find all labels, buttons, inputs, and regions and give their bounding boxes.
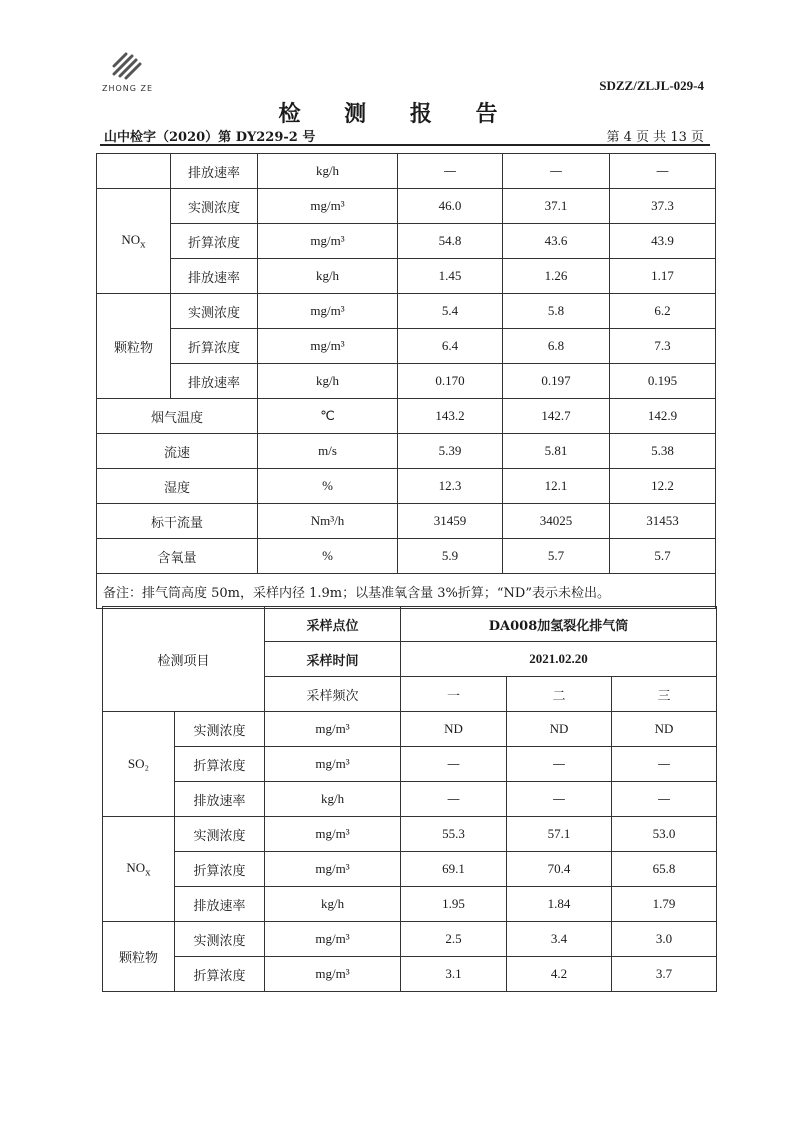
value-cell: 12.3 bbox=[398, 469, 503, 504]
table-row bbox=[103, 782, 717, 817]
item-cell: 排放速率 bbox=[171, 154, 258, 189]
value-cell: 3.7 bbox=[612, 957, 717, 992]
value-cell: — bbox=[398, 154, 503, 189]
item-cell: 实测浓度 bbox=[175, 817, 265, 852]
value-cell: 31453 bbox=[610, 504, 716, 539]
value-cell: — bbox=[503, 154, 610, 189]
value-cell: 12.2 bbox=[610, 469, 716, 504]
item-cell: 折算浓度 bbox=[171, 224, 258, 259]
item-cell: 折算浓度 bbox=[171, 329, 258, 364]
value-cell: 0.195 bbox=[610, 364, 716, 399]
table-row bbox=[97, 434, 716, 469]
header-label: 检测项目 bbox=[103, 607, 265, 712]
unit-cell: mg/m³ bbox=[258, 329, 398, 364]
note-text: 备注：排气筒高度 50m，采样内径 1.9m；以基准氧含量 3%折算；“ND”表示未检出。 bbox=[97, 574, 716, 609]
unit-cell: kg/h bbox=[258, 364, 398, 399]
item-cell: 含氧量 bbox=[97, 539, 258, 574]
value-cell: 5.8 bbox=[503, 294, 610, 329]
value-cell: 0.197 bbox=[503, 364, 610, 399]
value-cell: 31459 bbox=[398, 504, 503, 539]
table-header-row bbox=[103, 607, 717, 642]
value-cell: — bbox=[401, 782, 507, 817]
value-cell: 53.0 bbox=[612, 817, 717, 852]
value-cell: — bbox=[612, 782, 717, 817]
item-cell: 实测浓度 bbox=[175, 712, 265, 747]
value-cell: 69.1 bbox=[401, 852, 507, 887]
value-cell: 65.8 bbox=[612, 852, 717, 887]
value-cell: 7.3 bbox=[610, 329, 716, 364]
value-cell: ND bbox=[507, 712, 612, 747]
value-cell: 57.1 bbox=[507, 817, 612, 852]
unit-cell: mg/m³ bbox=[258, 224, 398, 259]
unit-cell: % bbox=[258, 469, 398, 504]
item-cell: 排放速率 bbox=[171, 259, 258, 294]
value-cell: 43.9 bbox=[610, 224, 716, 259]
unit-cell: kg/h bbox=[258, 259, 398, 294]
value-cell: 142.9 bbox=[610, 399, 716, 434]
value-cell: 3.4 bbox=[507, 922, 612, 957]
unit-cell: ℃ bbox=[258, 399, 398, 434]
table-row bbox=[97, 259, 716, 294]
page-title: 检 测 报 告 bbox=[278, 101, 516, 127]
frequency-1: 一 bbox=[401, 677, 507, 712]
value-cell: 1.17 bbox=[610, 259, 716, 294]
item-cell: 折算浓度 bbox=[175, 852, 265, 887]
value-cell: 143.2 bbox=[398, 399, 503, 434]
table-row bbox=[97, 399, 716, 434]
unit-cell: kg/h bbox=[258, 154, 398, 189]
item-cell: 排放速率 bbox=[171, 364, 258, 399]
value-cell: 6.2 bbox=[610, 294, 716, 329]
value-cell: 2.5 bbox=[401, 922, 507, 957]
value-cell: 43.6 bbox=[503, 224, 610, 259]
results-table-2 bbox=[102, 606, 717, 992]
item-cell: 折算浓度 bbox=[175, 747, 265, 782]
group-cell bbox=[97, 189, 171, 294]
value-cell: — bbox=[507, 747, 612, 782]
value-cell: — bbox=[507, 782, 612, 817]
value-cell: 34025 bbox=[503, 504, 610, 539]
table-row bbox=[97, 224, 716, 259]
item-cell: 实测浓度 bbox=[171, 189, 258, 224]
unit-cell: mg/m³ bbox=[258, 294, 398, 329]
value-cell: 5.4 bbox=[398, 294, 503, 329]
unit-cell: kg/h bbox=[265, 887, 401, 922]
item-cell: 烟气温度 bbox=[97, 399, 258, 434]
table-row bbox=[97, 469, 716, 504]
table-row bbox=[103, 712, 717, 747]
frequency-label: 采样频次 bbox=[265, 677, 401, 712]
value-cell: 12.1 bbox=[503, 469, 610, 504]
sampling-point-label: 采样点位 bbox=[265, 607, 401, 642]
value-cell: 5.39 bbox=[398, 434, 503, 469]
unit-cell: Nm³/h bbox=[258, 504, 398, 539]
value-cell: 5.7 bbox=[610, 539, 716, 574]
table-row bbox=[103, 957, 717, 992]
sampling-time-label: 采样时间 bbox=[265, 642, 401, 677]
value-cell: 4.2 bbox=[507, 957, 612, 992]
value-cell: 55.3 bbox=[401, 817, 507, 852]
logo-text: ZHONG ZE bbox=[102, 84, 154, 93]
value-cell: 1.79 bbox=[612, 887, 717, 922]
group-label-nox: $NO_x$ bbox=[126, 859, 151, 879]
group-cell bbox=[97, 154, 171, 189]
document-code: SDZZ/ZLJL-029-4 bbox=[599, 78, 704, 93]
item-cell: 实测浓度 bbox=[175, 922, 265, 957]
unit-cell: mg/m³ bbox=[258, 189, 398, 224]
value-cell: 0.170 bbox=[398, 364, 503, 399]
table-row bbox=[97, 294, 716, 329]
item-cell: 实测浓度 bbox=[171, 294, 258, 329]
value-cell: 6.4 bbox=[398, 329, 503, 364]
table-row bbox=[103, 817, 717, 852]
value-cell: 1.26 bbox=[503, 259, 610, 294]
table-row bbox=[97, 364, 716, 399]
unit-cell: mg/m³ bbox=[265, 712, 401, 747]
group-label-nox: $NO_x$ bbox=[121, 231, 146, 251]
value-cell: 6.8 bbox=[503, 329, 610, 364]
value-cell: 5.9 bbox=[398, 539, 503, 574]
unit-cell: mg/m³ bbox=[265, 852, 401, 887]
value-cell: 37.3 bbox=[610, 189, 716, 224]
value-cell: ND bbox=[401, 712, 507, 747]
unit-cell: % bbox=[258, 539, 398, 574]
item-cell: 流速 bbox=[97, 434, 258, 469]
value-cell: 5.81 bbox=[503, 434, 610, 469]
table-row bbox=[97, 329, 716, 364]
unit-cell: mg/m³ bbox=[265, 747, 401, 782]
sampling-time-value: 2021.02.20 bbox=[401, 642, 717, 677]
value-cell: — bbox=[401, 747, 507, 782]
group-cell: SO₂ bbox=[103, 712, 175, 817]
table-row bbox=[103, 887, 717, 922]
header-divider bbox=[100, 144, 710, 146]
sampling-point-value: DA008加氢裂化排气筒 bbox=[401, 607, 717, 642]
table-row bbox=[103, 852, 717, 887]
value-cell: ND bbox=[612, 712, 717, 747]
table-row bbox=[97, 539, 716, 574]
value-cell: 5.7 bbox=[503, 539, 610, 574]
report-number: 山中检字（2020）第 DY229-2 号 bbox=[104, 130, 316, 145]
item-cell: 排放速率 bbox=[175, 782, 265, 817]
value-cell: — bbox=[610, 154, 716, 189]
item-cell: 湿度 bbox=[97, 469, 258, 504]
table-row bbox=[97, 154, 716, 189]
value-cell: 54.8 bbox=[398, 224, 503, 259]
value-cell: 1.45 bbox=[398, 259, 503, 294]
unit-cell: mg/m³ bbox=[265, 817, 401, 852]
unit-cell: m/s bbox=[258, 434, 398, 469]
value-cell: 3.0 bbox=[612, 922, 717, 957]
unit-cell: mg/m³ bbox=[265, 922, 401, 957]
item-cell: 折算浓度 bbox=[175, 957, 265, 992]
note-row bbox=[97, 574, 716, 609]
item-cell: 排放速率 bbox=[175, 887, 265, 922]
page-info: 第 4 页 共 13 页 bbox=[606, 130, 704, 145]
table-row bbox=[103, 747, 717, 782]
value-cell: 46.0 bbox=[398, 189, 503, 224]
unit-cell: kg/h bbox=[265, 782, 401, 817]
value-cell: 142.7 bbox=[503, 399, 610, 434]
frequency-3: 三 bbox=[612, 677, 717, 712]
value-cell: 1.84 bbox=[507, 887, 612, 922]
group-cell: 颗粒物 bbox=[97, 294, 171, 399]
results-table-1 bbox=[96, 153, 716, 609]
value-cell: 1.95 bbox=[401, 887, 507, 922]
item-cell: 标干流量 bbox=[97, 504, 258, 539]
unit-cell: mg/m³ bbox=[265, 957, 401, 992]
value-cell: 70.4 bbox=[507, 852, 612, 887]
value-cell: 3.1 bbox=[401, 957, 507, 992]
table-row bbox=[97, 504, 716, 539]
table-row bbox=[97, 189, 716, 224]
value-cell: 37.1 bbox=[503, 189, 610, 224]
value-cell: 5.38 bbox=[610, 434, 716, 469]
group-cell bbox=[103, 817, 175, 922]
table-row bbox=[103, 922, 717, 957]
group-cell: 颗粒物 bbox=[103, 922, 175, 992]
value-cell: — bbox=[612, 747, 717, 782]
frequency-2: 二 bbox=[507, 677, 612, 712]
